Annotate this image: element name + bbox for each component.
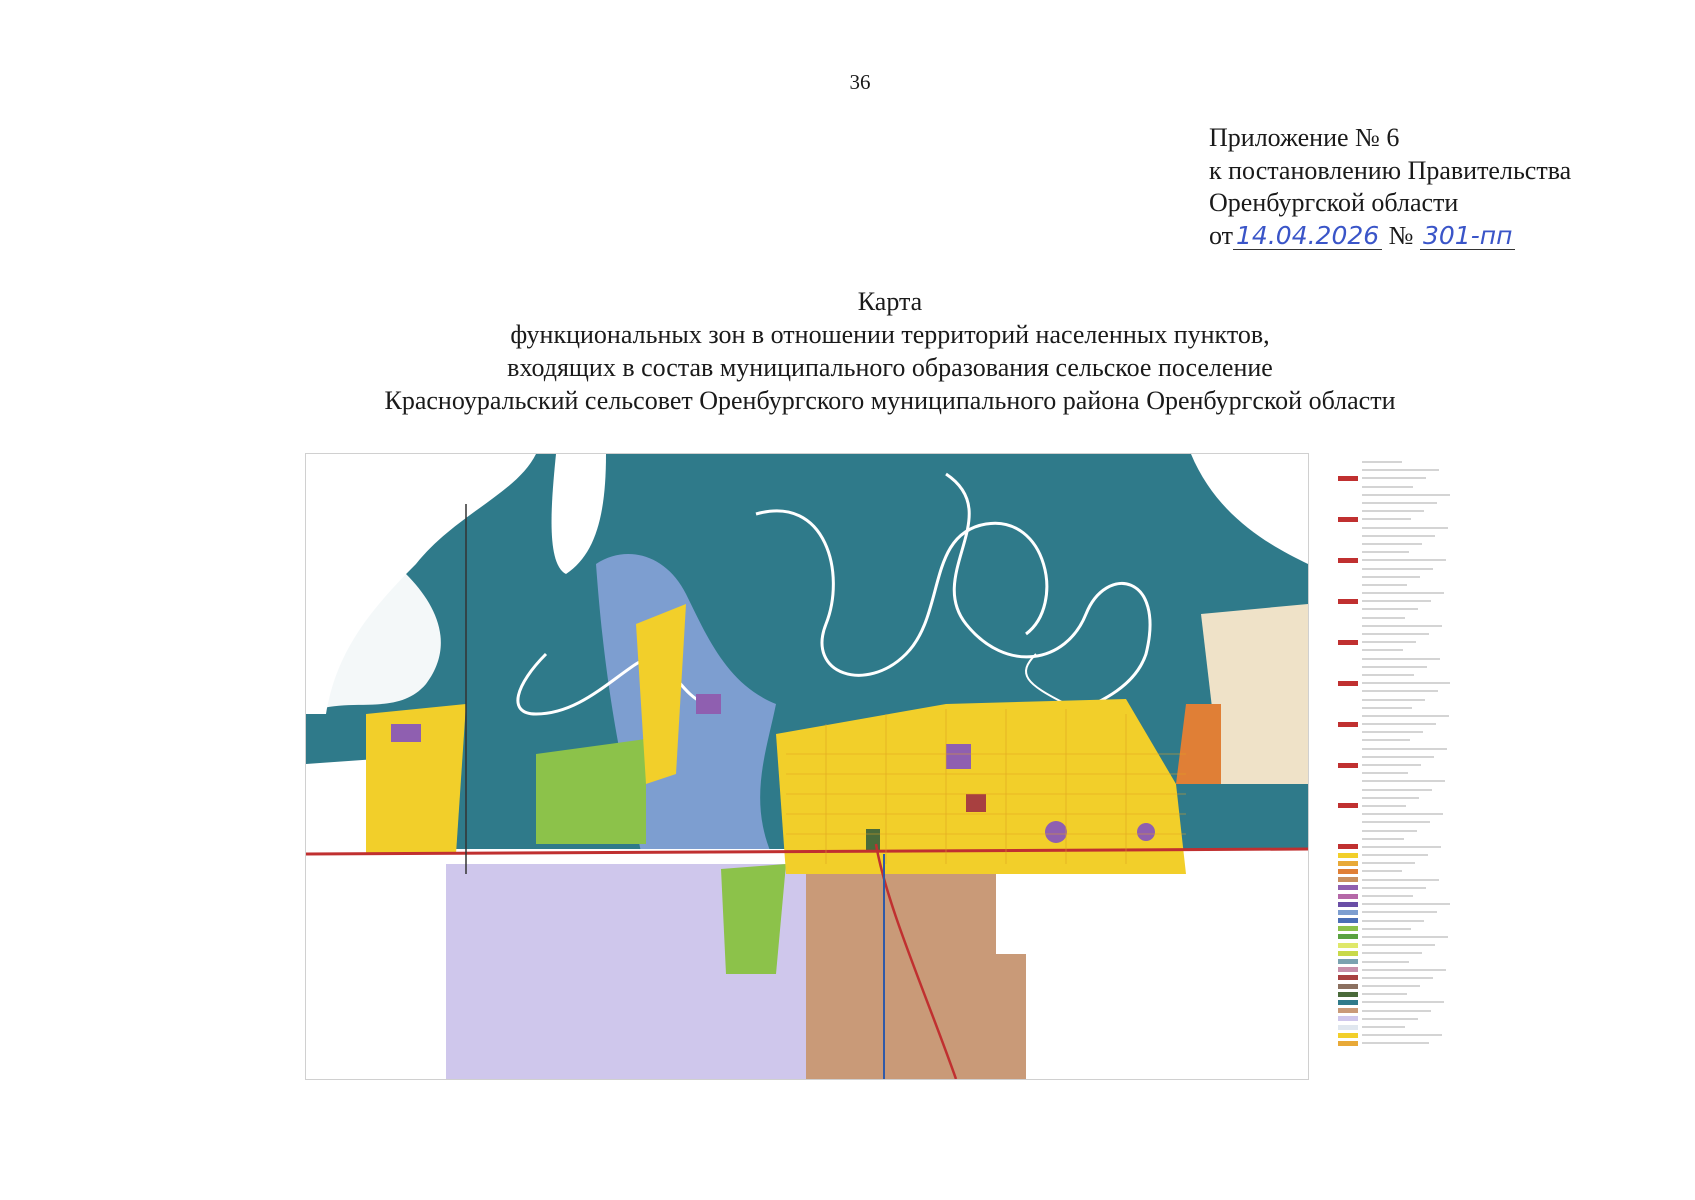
legend-text — [1362, 952, 1422, 954]
legend-text — [1362, 699, 1425, 701]
legend-row — [1338, 974, 1450, 982]
legend-row — [1338, 507, 1450, 515]
legend-swatch — [1338, 460, 1358, 465]
legend-rows — [1338, 458, 1450, 1048]
legend-swatch — [1338, 730, 1358, 735]
legend-text — [1362, 674, 1414, 676]
settlement-main — [776, 699, 1186, 874]
legend-swatch — [1338, 476, 1358, 481]
public-zone-1 — [391, 724, 421, 742]
legend-row — [1338, 826, 1450, 834]
legend-text — [1362, 846, 1441, 848]
legend-row — [1338, 736, 1450, 744]
legend-row — [1338, 966, 1450, 974]
legend-swatch — [1338, 517, 1358, 522]
legend-row — [1338, 957, 1450, 965]
legend-row — [1338, 1015, 1450, 1023]
legend-row — [1338, 605, 1450, 613]
legend-row — [1338, 941, 1450, 949]
legend-row — [1338, 524, 1450, 532]
legend-row — [1338, 949, 1450, 957]
legend-row — [1338, 671, 1450, 679]
legend-row — [1338, 540, 1450, 548]
legend-swatch — [1338, 803, 1358, 808]
legend-row — [1338, 597, 1450, 605]
legend-row — [1338, 556, 1450, 564]
legend-row — [1338, 753, 1450, 761]
appendix-line-1: Приложение № 6 — [1209, 123, 1400, 152]
legend-swatch — [1338, 975, 1358, 980]
legend-row — [1338, 990, 1450, 998]
legend-row — [1338, 679, 1450, 687]
legend-row — [1338, 655, 1450, 663]
legend-swatch — [1338, 623, 1358, 628]
page-number: 36 — [849, 70, 871, 94]
legend-swatch — [1338, 509, 1358, 514]
legend-swatch — [1338, 771, 1358, 776]
legend-text — [1362, 469, 1439, 471]
legend-row — [1338, 589, 1450, 597]
legend-swatch — [1338, 869, 1358, 874]
legend-text — [1362, 576, 1420, 578]
legend-swatch — [1338, 885, 1358, 890]
legend-row — [1338, 564, 1450, 572]
legend-text — [1362, 756, 1434, 758]
appendix-block — [1209, 122, 1679, 252]
legend-swatch — [1338, 468, 1358, 473]
legend-row — [1338, 982, 1450, 990]
legend-text — [1362, 633, 1429, 635]
legend-row — [1338, 638, 1450, 646]
title-line-4: Красноуральский сельсовет Оренбургского муниципального района Оренбургской области — [384, 386, 1396, 415]
legend-row — [1338, 581, 1450, 589]
legend-text — [1362, 944, 1435, 946]
legend-text — [1362, 707, 1412, 709]
legend-swatch — [1338, 787, 1358, 792]
legend-row — [1338, 466, 1450, 474]
legend-row — [1338, 1007, 1450, 1015]
legend-text — [1362, 879, 1439, 881]
legend-swatch — [1338, 877, 1358, 882]
legend-text — [1362, 666, 1427, 668]
legend-swatch — [1338, 722, 1358, 727]
legend-swatch — [1338, 681, 1358, 686]
legend-row — [1338, 925, 1450, 933]
legend-swatch — [1338, 648, 1358, 653]
legend-text — [1362, 510, 1424, 512]
legend-text — [1362, 584, 1407, 586]
legend-row — [1338, 1039, 1450, 1047]
handwritten-number: 301-пп — [1420, 223, 1515, 250]
legend-row — [1338, 802, 1450, 810]
legend-row — [1338, 695, 1450, 703]
legend-text — [1362, 658, 1440, 660]
legend-text — [1362, 821, 1430, 823]
legend-swatch — [1338, 664, 1358, 669]
legend-text — [1362, 936, 1448, 938]
legend-text — [1362, 895, 1413, 897]
legend-row — [1338, 1023, 1450, 1031]
appendix-line-4 — [1209, 220, 1679, 253]
legend-row — [1338, 646, 1450, 654]
legend-swatch — [1338, 795, 1358, 800]
legend-row — [1338, 761, 1450, 769]
title-line-3: входящих в состав муниципального образования сельское поселение — [507, 353, 1273, 382]
legend-text — [1362, 518, 1411, 520]
legend-swatch — [1338, 918, 1358, 923]
legend-row — [1338, 630, 1450, 638]
legend-swatch — [1338, 754, 1358, 759]
legend-row — [1338, 483, 1450, 491]
legend-text — [1362, 608, 1418, 610]
legend-swatch — [1338, 951, 1358, 956]
legend-row — [1338, 818, 1450, 826]
legend-row — [1338, 876, 1450, 884]
title-line-1: Карта — [857, 287, 923, 316]
legend-row — [1338, 548, 1450, 556]
legend-swatch — [1338, 640, 1358, 645]
brown-zone-east — [956, 954, 1026, 1079]
legend-text — [1362, 911, 1437, 913]
legend-text — [1362, 805, 1406, 807]
legend-swatch — [1338, 484, 1358, 489]
legend-text — [1362, 780, 1445, 782]
legend-text — [1362, 887, 1426, 889]
legend-swatch — [1338, 574, 1358, 579]
legend-text — [1362, 748, 1447, 750]
legend-text — [1362, 739, 1410, 741]
legend-row — [1338, 704, 1450, 712]
legend-swatch — [1338, 525, 1358, 530]
legend-text — [1362, 985, 1420, 987]
legend-text — [1362, 903, 1450, 905]
legend-row — [1338, 573, 1450, 581]
legend-swatch — [1338, 967, 1358, 972]
legend-swatch — [1338, 1041, 1358, 1046]
legend-swatch — [1338, 959, 1358, 964]
legend-swatch — [1338, 1008, 1358, 1013]
legend-swatch — [1338, 656, 1358, 661]
legend-row — [1338, 663, 1450, 671]
legend-row — [1338, 900, 1450, 908]
legend-swatch — [1338, 984, 1358, 989]
east-white-zone — [996, 874, 1308, 1079]
legend-row — [1338, 712, 1450, 720]
legend-swatch — [1338, 672, 1358, 677]
legend-text — [1362, 830, 1417, 832]
legend-row — [1338, 777, 1450, 785]
legend-swatch — [1338, 689, 1358, 694]
legend-swatch — [1338, 607, 1358, 612]
legend-swatch — [1338, 533, 1358, 538]
legend-swatch — [1338, 820, 1358, 825]
legend-row — [1338, 884, 1450, 892]
legend-text — [1362, 1042, 1429, 1044]
legend-text — [1362, 772, 1408, 774]
legend-row — [1338, 687, 1450, 695]
legend-text — [1362, 854, 1428, 856]
legend-swatch — [1338, 550, 1358, 555]
number-sign: № — [1388, 220, 1414, 250]
legend-text — [1362, 920, 1424, 922]
legend-row — [1338, 728, 1450, 736]
legend-swatch — [1338, 763, 1358, 768]
legend-text — [1362, 797, 1419, 799]
legend-row — [1338, 908, 1450, 916]
functional-zones-map — [305, 453, 1309, 1080]
legend-swatch — [1338, 992, 1358, 997]
legend-row — [1338, 515, 1450, 523]
legend-swatch — [1338, 632, 1358, 637]
legend-swatch — [1338, 492, 1358, 497]
legend-text — [1362, 715, 1449, 717]
legend-row — [1338, 843, 1450, 851]
legend-row — [1338, 892, 1450, 900]
legend-text — [1362, 568, 1433, 570]
legend-text — [1362, 592, 1444, 594]
legend-text — [1362, 838, 1404, 840]
legend-text — [1362, 649, 1403, 651]
legend-swatch — [1338, 934, 1358, 939]
legend-row — [1338, 458, 1450, 466]
legend-text — [1362, 682, 1450, 684]
legend-swatch — [1338, 558, 1358, 563]
legend-swatch — [1338, 779, 1358, 784]
public-zone-5 — [1137, 823, 1155, 841]
appendix-line-2: к постановлению Правительства — [1209, 155, 1572, 185]
legend-text — [1362, 543, 1422, 545]
legend-text — [1362, 993, 1407, 995]
public-zone-3 — [966, 794, 986, 812]
legend-row — [1338, 745, 1450, 753]
legend-row — [1338, 917, 1450, 925]
green-field-2 — [536, 739, 646, 844]
legend-swatch — [1338, 844, 1358, 849]
legend-swatch — [1338, 1000, 1358, 1005]
legend-text — [1362, 617, 1405, 619]
legend-row — [1338, 933, 1450, 941]
legend-row — [1338, 769, 1450, 777]
legend-text — [1362, 977, 1433, 979]
legend-text — [1362, 813, 1443, 815]
map-legend — [1338, 452, 1450, 1077]
legend-text — [1362, 789, 1432, 791]
legend-swatch — [1338, 1016, 1358, 1021]
legend-row — [1338, 786, 1450, 794]
legend-row — [1338, 998, 1450, 1006]
legend-row — [1338, 532, 1450, 540]
legend-row — [1338, 720, 1450, 728]
legend-text — [1362, 559, 1446, 561]
legend-swatch — [1338, 705, 1358, 710]
legend-swatch — [1338, 926, 1358, 931]
legend-row — [1338, 491, 1450, 499]
legend-text — [1362, 551, 1409, 553]
legend-swatch — [1338, 1033, 1358, 1038]
legend-text — [1362, 641, 1416, 643]
legend-swatch — [1338, 894, 1358, 899]
legend-swatch — [1338, 713, 1358, 718]
map-title — [200, 285, 1580, 417]
legend-swatch — [1338, 902, 1358, 907]
legend-text — [1362, 625, 1442, 627]
legend-swatch — [1338, 541, 1358, 546]
legend-row — [1338, 794, 1450, 802]
map-image — [306, 454, 1308, 1079]
legend-text — [1362, 527, 1448, 529]
legend-swatch — [1338, 501, 1358, 506]
legend-row — [1338, 867, 1450, 875]
legend-text — [1362, 870, 1402, 872]
legend-text — [1362, 477, 1426, 479]
legend-swatch — [1338, 853, 1358, 858]
legend-text — [1362, 502, 1437, 504]
legend-text — [1362, 486, 1413, 488]
legend-row — [1338, 622, 1450, 630]
legend-row — [1338, 835, 1450, 843]
legend-text — [1362, 862, 1415, 864]
legend-text — [1362, 1026, 1405, 1028]
legend-swatch — [1338, 1025, 1358, 1030]
legend-row — [1338, 851, 1450, 859]
legend-swatch — [1338, 836, 1358, 841]
legend-row — [1338, 614, 1450, 622]
legend-swatch — [1338, 599, 1358, 604]
legend-swatch — [1338, 910, 1358, 915]
appendix-line-3: Оренбургской области — [1209, 188, 1459, 217]
legend-text — [1362, 1018, 1418, 1020]
legend-text — [1362, 764, 1421, 766]
legend-text — [1362, 494, 1450, 496]
legend-text — [1362, 969, 1446, 971]
legend-text — [1362, 731, 1423, 733]
legend-text — [1362, 1001, 1444, 1003]
legend-swatch — [1338, 746, 1358, 751]
legend-swatch — [1338, 566, 1358, 571]
green-field-1 — [721, 864, 786, 974]
legend-swatch — [1338, 812, 1358, 817]
legend-text — [1362, 600, 1431, 602]
title-line-2: функциональных зон в отношении территорий населенных пунктов, — [510, 320, 1270, 349]
legend-row — [1338, 499, 1450, 507]
legend-swatch — [1338, 591, 1358, 596]
legend-swatch — [1338, 582, 1358, 587]
legend-text — [1362, 535, 1435, 537]
date-prefix: от — [1209, 220, 1234, 250]
public-zone-4 — [1045, 821, 1067, 843]
legend-text — [1362, 928, 1411, 930]
legend-text — [1362, 723, 1436, 725]
legend-swatch — [1338, 943, 1358, 948]
handwritten-date: 14.04.2026 — [1233, 223, 1382, 250]
legend-row — [1338, 474, 1450, 482]
legend-text — [1362, 961, 1409, 963]
legend-swatch — [1338, 861, 1358, 866]
public-zone-6 — [696, 694, 721, 714]
public-zone-2 — [946, 744, 971, 769]
legend-swatch — [1338, 738, 1358, 743]
legend-row — [1338, 859, 1450, 867]
legend-text — [1362, 461, 1402, 463]
legend-text — [1362, 1034, 1442, 1036]
legend-swatch — [1338, 697, 1358, 702]
legend-text — [1362, 690, 1438, 692]
legend-row — [1338, 1031, 1450, 1039]
legend-text — [1362, 1010, 1431, 1012]
legend-swatch — [1338, 615, 1358, 620]
legend-row — [1338, 810, 1450, 818]
legend-swatch — [1338, 828, 1358, 833]
